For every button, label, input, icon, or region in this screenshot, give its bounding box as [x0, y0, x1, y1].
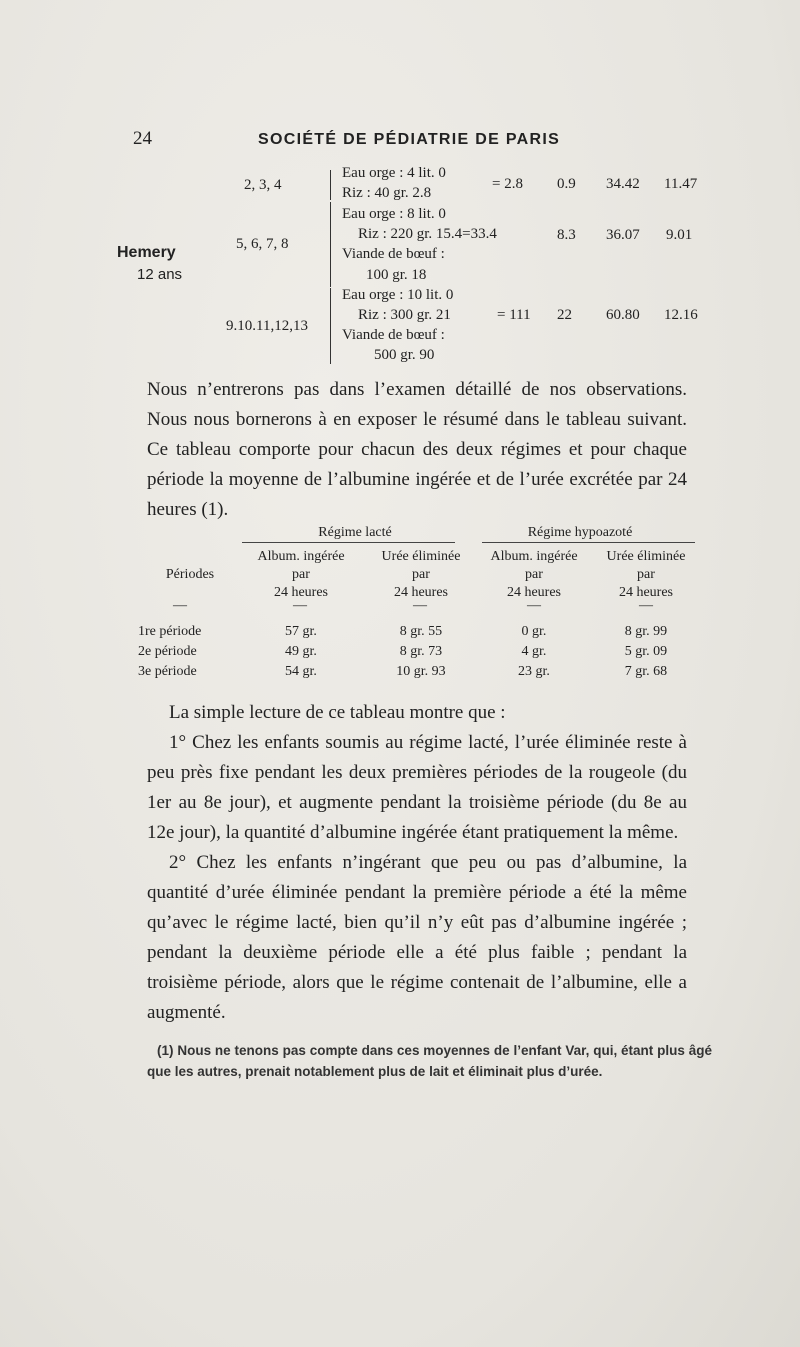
col-header-uree-lacte: Urée éliminée par 24 heures [381, 549, 461, 600]
diet-line: Viande de bœuf : [342, 327, 445, 343]
col-header-album-lacte: Album. ingérée par 24 heures [257, 549, 345, 600]
dash-separator: — [293, 598, 307, 613]
col-header-album-hypo: Album. ingérée par 24 heures [490, 549, 578, 600]
page-number: 24 [133, 128, 152, 149]
patient-name: Hemery [117, 244, 176, 261]
group-header-milk: Régime lacté [318, 525, 392, 540]
diet-line: Eau orge : 4 lit. 0 [342, 165, 446, 181]
col-header-periods: Périodes [165, 567, 215, 582]
value-cell: 36.07 [606, 227, 640, 243]
value-cell: 9.01 [666, 227, 693, 243]
footnote: (1) Nous ne tenons pas compte dans ces moyennes de l’enfant Var, qui, étant plus âgé que les autres, prenait notablement plus de lait et éliminait plus d’urée. [147, 1043, 712, 1079]
days-cell: 5, 6, 7, 8 [236, 236, 289, 252]
table-cell: 54 gr. [285, 664, 317, 679]
table-divider [330, 170, 331, 200]
table-divider [330, 288, 331, 364]
table-cell: 8 gr. 99 [624, 624, 668, 639]
group-rule [242, 542, 455, 543]
diet-line: 500 gr. 90 [374, 347, 435, 363]
table-cell: 10 gr. 93 [396, 664, 446, 679]
period-label: 1re période [138, 624, 202, 639]
running-header: SOCIÉTÉ DE PÉDIATRIE DE PARIS [258, 131, 561, 148]
lead-in: La simple lecture de ce tableau montre que : [169, 702, 506, 723]
table-cell: 4 gr. [521, 644, 547, 659]
table-cell: 8 gr. 55 [399, 624, 443, 639]
value-cell: 22 [557, 307, 572, 323]
value-cell: 60.80 [606, 307, 640, 323]
patient-age: 12 ans [137, 266, 183, 283]
days-cell: 9.10.11,12,13 [226, 318, 308, 334]
value-cell: 11.47 [664, 176, 698, 192]
table-cell: 8 gr. 73 [399, 644, 443, 659]
diet-line: Riz : 300 gr. 21 [358, 307, 451, 323]
period-label: 3e période [138, 664, 197, 679]
table-cell: 5 gr. 09 [624, 644, 668, 659]
diet-line: 100 gr. 18 [366, 267, 427, 283]
conclusions [147, 698, 687, 1028]
value-cell: 12.16 [664, 307, 698, 323]
group-header-hypoazote: Régime hypoazoté [527, 525, 633, 540]
body-paragraph [147, 375, 687, 525]
table-cell: 0 gr. [521, 624, 547, 639]
table-cell: 57 gr. [285, 624, 317, 639]
days-cell: 2, 3, 4 [244, 177, 282, 193]
point-2: 2° Chez les enfants n’ingérant que peu ou pas d’albumine, la quantité d’urée éliminée pendant la première période a été la même qu’avec le régime lacté, bien qu’il n’y eût pas d’albumine ingérée ; pendant la deuxième période elle a été plus faible ; pendant la troisième période, alors que le régime contenait de l’albumine, elle a augmenté. [147, 852, 687, 1023]
group-rule [482, 542, 695, 543]
dash-separator: — [527, 598, 541, 613]
table-divider [330, 202, 331, 287]
value-cell: 34.42 [606, 176, 640, 192]
total-cell: = 111 [497, 307, 531, 323]
table-cell: 7 gr. 68 [624, 664, 668, 679]
paragraph-text: Nous n’entrerons pas dans l’examen détaillé de nos observations. Nous nous bornerons à en exposer le résumé dans le tableau suivant. Ce tableau comporte pour chacun des deux régimes et pour chaque période la moyenne de l’albumine ingérée et de l’urée excrétée par 24 heures (1). [147, 379, 687, 520]
dash-separator: — [639, 598, 653, 613]
col-header-uree-hypo: Urée éliminée par 24 heures [606, 549, 686, 600]
period-label: 2e période [138, 644, 197, 659]
value-cell: 8.3 [557, 227, 576, 243]
diet-line: Eau orge : 10 lit. 0 [342, 287, 454, 303]
diet-line: Viande de bœuf : [342, 246, 445, 262]
value-cell: 0.9 [557, 176, 576, 192]
dash-separator: — [413, 598, 427, 613]
table-cell: 23 gr. [518, 664, 550, 679]
diet-line: Riz : 220 gr. 15.4=33.4 [358, 226, 497, 242]
total-cell: = 2.8 [492, 176, 523, 192]
table-cell: 49 gr. [285, 644, 317, 659]
dash-separator: — [173, 598, 187, 613]
point-1: 1° Chez les enfants soumis au régime lacté, l’urée éliminée reste à peu près fixe pendant les deux premières périodes de la rougeole (du 1er au 8e jour), et augmente pendant la troisième période (du 8e au 12e jour), la quantité d’albumine ingérée étant pratiquement la même. [147, 732, 687, 843]
diet-line: Eau orge : 8 lit. 0 [342, 206, 446, 222]
diet-line: Riz : 40 gr. 2.8 [342, 185, 432, 201]
